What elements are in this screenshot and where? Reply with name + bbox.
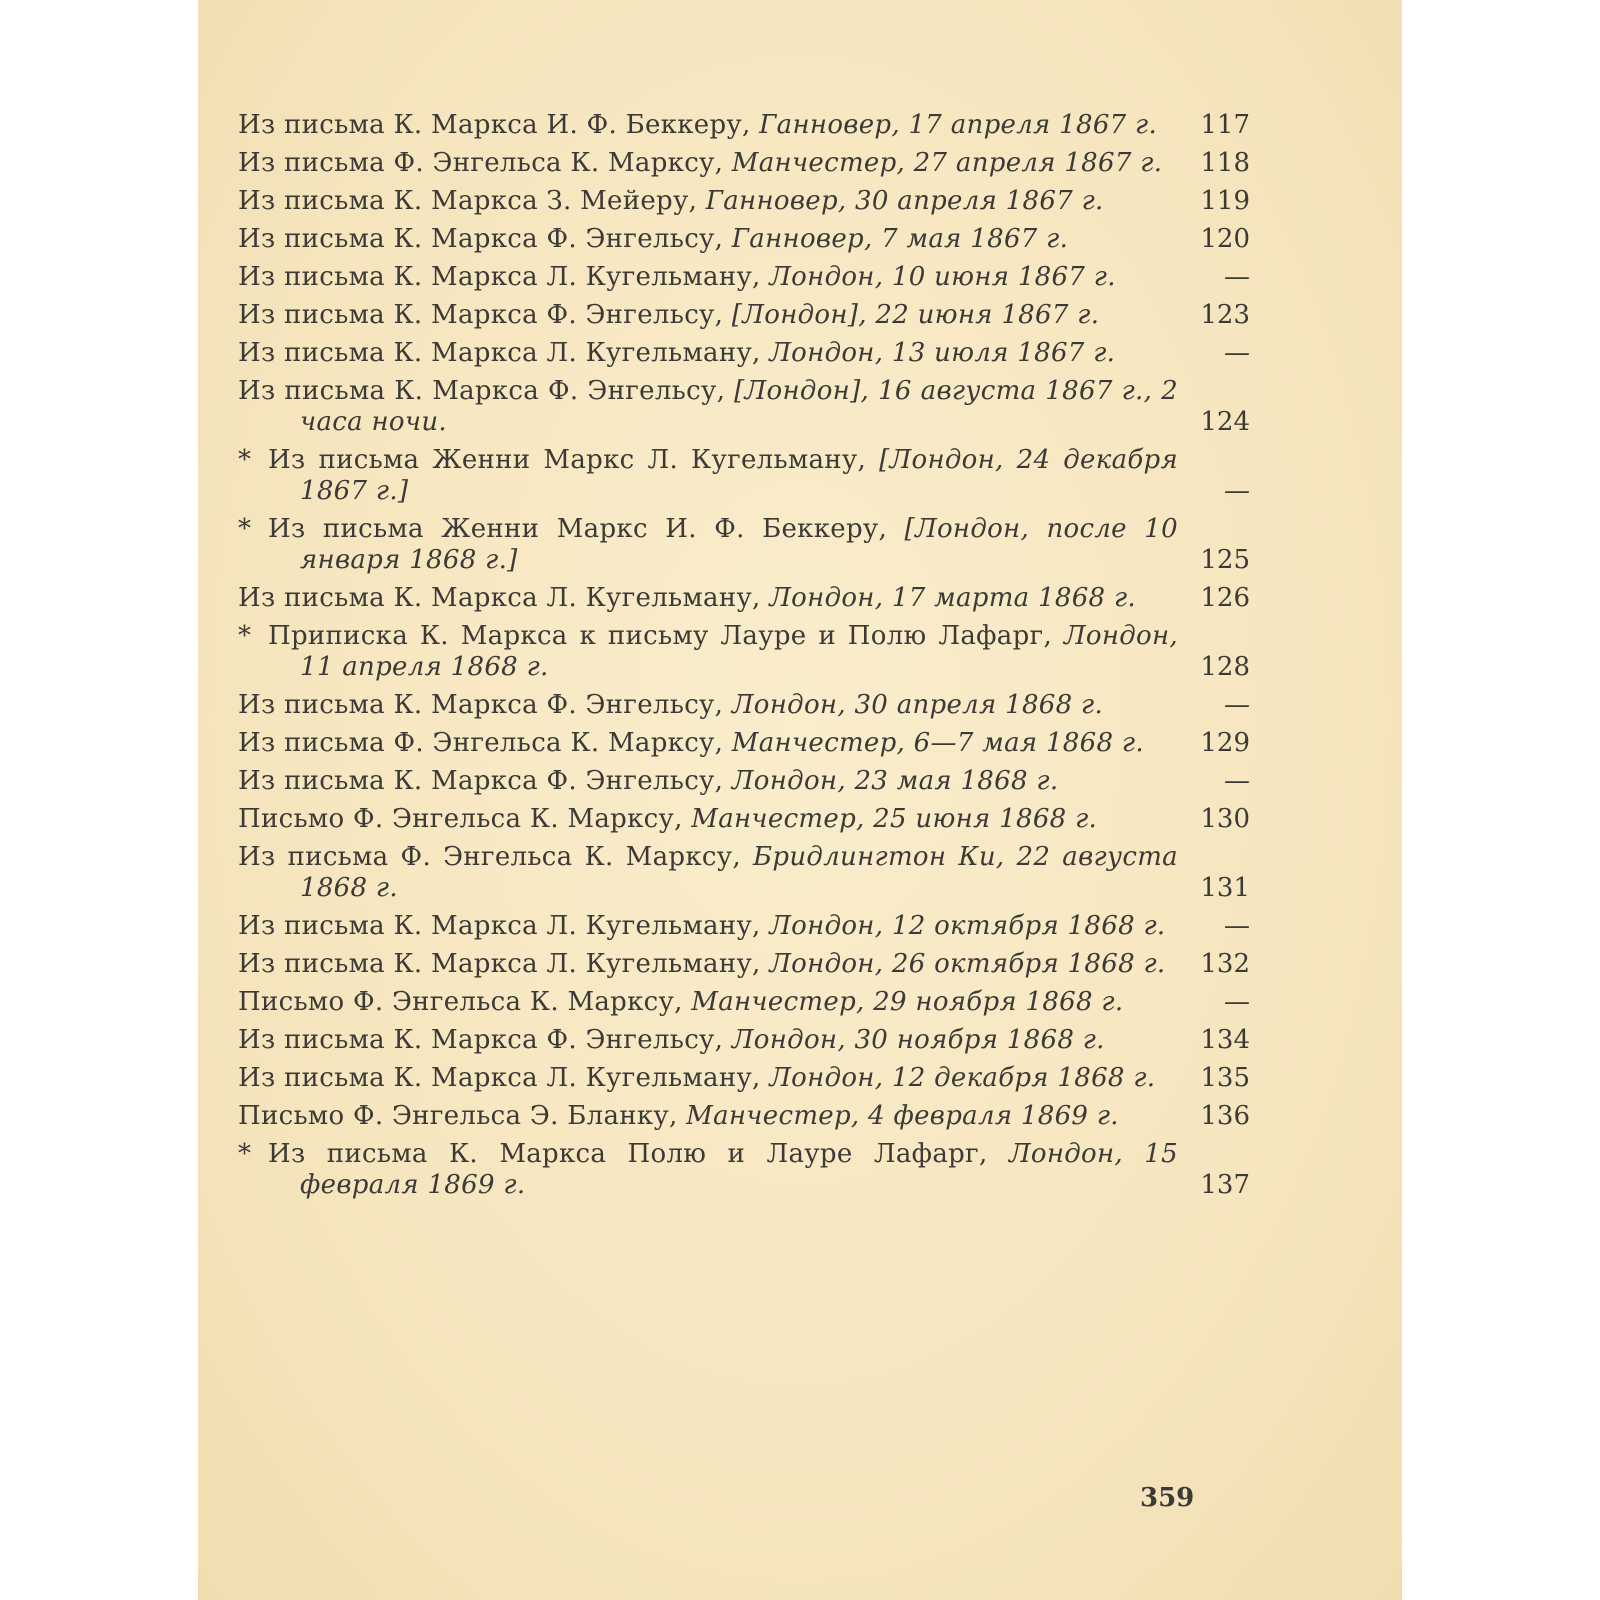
entry-title	[238, 376, 1178, 438]
entry-title	[238, 514, 1178, 576]
entry-place-date: Манчестер, 6—7 мая 1868 г.	[731, 728, 1144, 758]
toc-entry	[238, 1063, 1258, 1094]
entry-title	[238, 842, 1178, 904]
entry-description: Из письма Женни Маркс И. Ф. Беккеру,	[268, 514, 905, 544]
entry-place-date: Лондон, 26 октября 1868 г.	[769, 949, 1166, 979]
entry-title	[238, 1101, 1178, 1132]
entry-title	[238, 1025, 1178, 1056]
entry-place-date: Манчестер, 4 февраля 1869 г.	[686, 1101, 1119, 1131]
entry-page-number: 128	[1200, 652, 1250, 682]
entry-title	[238, 621, 1178, 683]
entry-place-date: [Лондон], 22 июня 1867 г.	[731, 300, 1100, 330]
entry-place-date: Лондон, 15 февраля 1869 г.	[300, 1139, 1178, 1200]
entry-title	[238, 583, 1178, 614]
entry-title	[238, 766, 1178, 797]
entry-page-number: 130	[1200, 804, 1250, 834]
entry-description: Из письма К. Маркса Л. Кугельману,	[238, 1063, 770, 1093]
entry-description: Письмо Ф. Энгельса Э. Бланку,	[238, 1101, 687, 1131]
entry-page-number: —	[1224, 987, 1250, 1017]
entry-description: Из письма К. Маркса Ф. Энгельсу,	[238, 690, 732, 720]
entry-description: Из письма К. Маркса Л. Кугельману,	[238, 262, 770, 292]
entry-title	[238, 1139, 1178, 1201]
entry-description: Из письма К. Маркса Полю и Лауре Лафарг,	[268, 1139, 1009, 1169]
entry-place-date: Манчестер, 29 ноября 1868 г.	[691, 987, 1124, 1017]
entry-page-number: 135	[1200, 1063, 1250, 1093]
entry-page-number: —	[1224, 911, 1250, 941]
entry-place-date: [Лондон, 24 декабря 1867 г.]	[300, 445, 1178, 506]
entry-place-date: Лондон, 30 апреля 1868 г.	[731, 690, 1104, 720]
asterisk-marker: *	[238, 514, 252, 544]
entry-page-number: 134	[1200, 1025, 1250, 1055]
entry-place-date: Лондон, 12 декабря 1868 г.	[769, 1063, 1156, 1093]
toc-entry	[238, 376, 1258, 438]
toc-entry	[238, 148, 1258, 179]
entry-page-number: 131	[1200, 873, 1250, 903]
toc-entry	[238, 514, 1258, 576]
entry-description: Из письма К. Маркса Л. Кугельману,	[238, 338, 770, 368]
asterisk-marker: *	[238, 1139, 252, 1169]
toc-entry	[238, 338, 1258, 369]
entry-description: Письмо Ф. Энгельса К. Марксу,	[238, 804, 692, 834]
entry-description: Из письма К. Маркса Ф. Энгельсу,	[238, 224, 732, 254]
entry-description: Из письма Ф. Энгельса К. Марксу,	[238, 842, 754, 872]
entry-place-date: Лондон, 12 октября 1868 г.	[769, 911, 1166, 941]
entry-place-date: Лондон, 23 мая 1868 г.	[731, 766, 1059, 796]
entry-place-date: Манчестер, 27 апреля 1867 г.	[731, 148, 1163, 178]
entry-description: Из письма К. Маркса З. Мейеру,	[238, 186, 706, 216]
entry-place-date: Лондон, 17 марта 1868 г.	[769, 583, 1136, 613]
entry-description: Из письма К. Маркса Ф. Энгельсу,	[238, 376, 735, 406]
entry-description: Из письма К. Маркса Л. Кугельману,	[238, 911, 770, 941]
toc-entry	[238, 1025, 1258, 1056]
entry-place-date: Ганновер, 30 апреля 1867 г.	[705, 186, 1104, 216]
entry-place-date: Лондон, 30 ноября 1868 г.	[731, 1025, 1105, 1055]
entry-page-number: 126	[1200, 583, 1250, 613]
entry-description: Из письма К. Маркса Ф. Энгельсу,	[238, 1025, 732, 1055]
toc-entry	[238, 186, 1258, 217]
toc-entry	[238, 842, 1258, 904]
toc-entry	[238, 804, 1258, 835]
entry-page-number: 124	[1200, 407, 1250, 437]
asterisk-marker: *	[238, 621, 252, 651]
entry-description: Из письма Женни Маркс Л. Кугельману,	[268, 445, 880, 475]
page-number: 359	[1140, 1483, 1195, 1513]
entry-place-date: Ганновер, 17 апреля 1867 г.	[759, 110, 1158, 140]
book-page	[198, 0, 1402, 1600]
entry-place-date: [Лондон], 16 августа 1867 г., 2 часа ночи.	[300, 376, 1178, 437]
entry-page-number: —	[1224, 766, 1250, 796]
entry-description: Из письма Ф. Энгельса К. Марксу,	[238, 728, 732, 758]
toc-entry	[238, 766, 1258, 797]
toc-entry	[238, 911, 1258, 942]
entry-title	[238, 186, 1178, 217]
entry-page-number: 118	[1200, 148, 1250, 178]
entry-page-number: —	[1224, 690, 1250, 720]
toc-entry	[238, 1101, 1258, 1132]
toc-entry	[238, 583, 1258, 614]
entry-page-number: 132	[1200, 949, 1250, 979]
entry-title	[238, 300, 1178, 331]
entry-description: Приписка К. Маркса к письму Лауре и Полю Лафарг,	[268, 621, 1064, 651]
entry-title	[238, 445, 1178, 507]
entry-title	[238, 1063, 1178, 1094]
entry-title	[238, 949, 1178, 980]
entry-description: Из письма К. Маркса Ф. Энгельсу,	[238, 300, 732, 330]
entry-description: Письмо Ф. Энгельса К. Марксу,	[238, 987, 692, 1017]
entry-description: Из письма Ф. Энгельса К. Марксу,	[238, 148, 732, 178]
entry-page-number: 125	[1200, 545, 1250, 575]
table-of-contents	[238, 110, 1258, 1208]
entry-description: Из письма К. Маркса Ф. Энгельсу,	[238, 766, 732, 796]
entry-title	[238, 262, 1178, 293]
entry-page-number: 129	[1200, 728, 1250, 758]
entry-place-date: Лондон, 13 июля 1867 г.	[769, 338, 1116, 368]
entry-title	[238, 728, 1178, 759]
entry-title	[238, 690, 1178, 721]
toc-entry	[238, 1139, 1258, 1201]
toc-entry	[238, 949, 1258, 980]
entry-page-number: 117	[1200, 110, 1250, 140]
toc-entry	[238, 262, 1258, 293]
entry-page-number: 119	[1200, 186, 1250, 216]
entry-title	[238, 911, 1178, 942]
entry-place-date: Лондон, 11 апреля 1868 г.	[300, 621, 1178, 682]
entry-place-date: Бридлингтон Ки, 22 августа 1868 г.	[300, 842, 1178, 903]
entry-place-date: Лондон, 10 июня 1867 г.	[769, 262, 1116, 292]
toc-entry	[238, 110, 1258, 141]
toc-entry	[238, 690, 1258, 721]
entry-title	[238, 987, 1178, 1018]
entry-page-number: 123	[1200, 300, 1250, 330]
entry-page-number: 120	[1200, 224, 1250, 254]
entry-place-date: [Лондон, после 10 января 1868 г.]	[300, 514, 1178, 575]
entry-place-date: Ганновер, 7 мая 1867 г.	[731, 224, 1069, 254]
toc-entry	[238, 728, 1258, 759]
toc-entry	[238, 621, 1258, 683]
asterisk-marker: *	[238, 445, 252, 475]
entry-title	[238, 804, 1178, 835]
entry-page-number: —	[1224, 338, 1250, 368]
toc-entry	[238, 445, 1258, 507]
entry-title	[238, 224, 1178, 255]
entry-page-number: —	[1224, 476, 1250, 506]
entry-title	[238, 148, 1178, 179]
toc-entry	[238, 987, 1258, 1018]
entry-description: Из письма К. Маркса Л. Кугельману,	[238, 949, 770, 979]
entry-description: Из письма К. Маркса Л. Кугельману,	[238, 583, 770, 613]
entry-page-number: 137	[1200, 1170, 1250, 1200]
entry-page-number: —	[1224, 262, 1250, 292]
toc-entry	[238, 224, 1258, 255]
entry-title	[238, 110, 1178, 141]
toc-entry	[238, 300, 1258, 331]
entry-title	[238, 338, 1178, 369]
entry-place-date: Манчестер, 25 июня 1868 г.	[691, 804, 1098, 834]
entry-page-number: 136	[1200, 1101, 1250, 1131]
entry-description: Из письма К. Маркса И. Ф. Беккеру,	[238, 110, 760, 140]
